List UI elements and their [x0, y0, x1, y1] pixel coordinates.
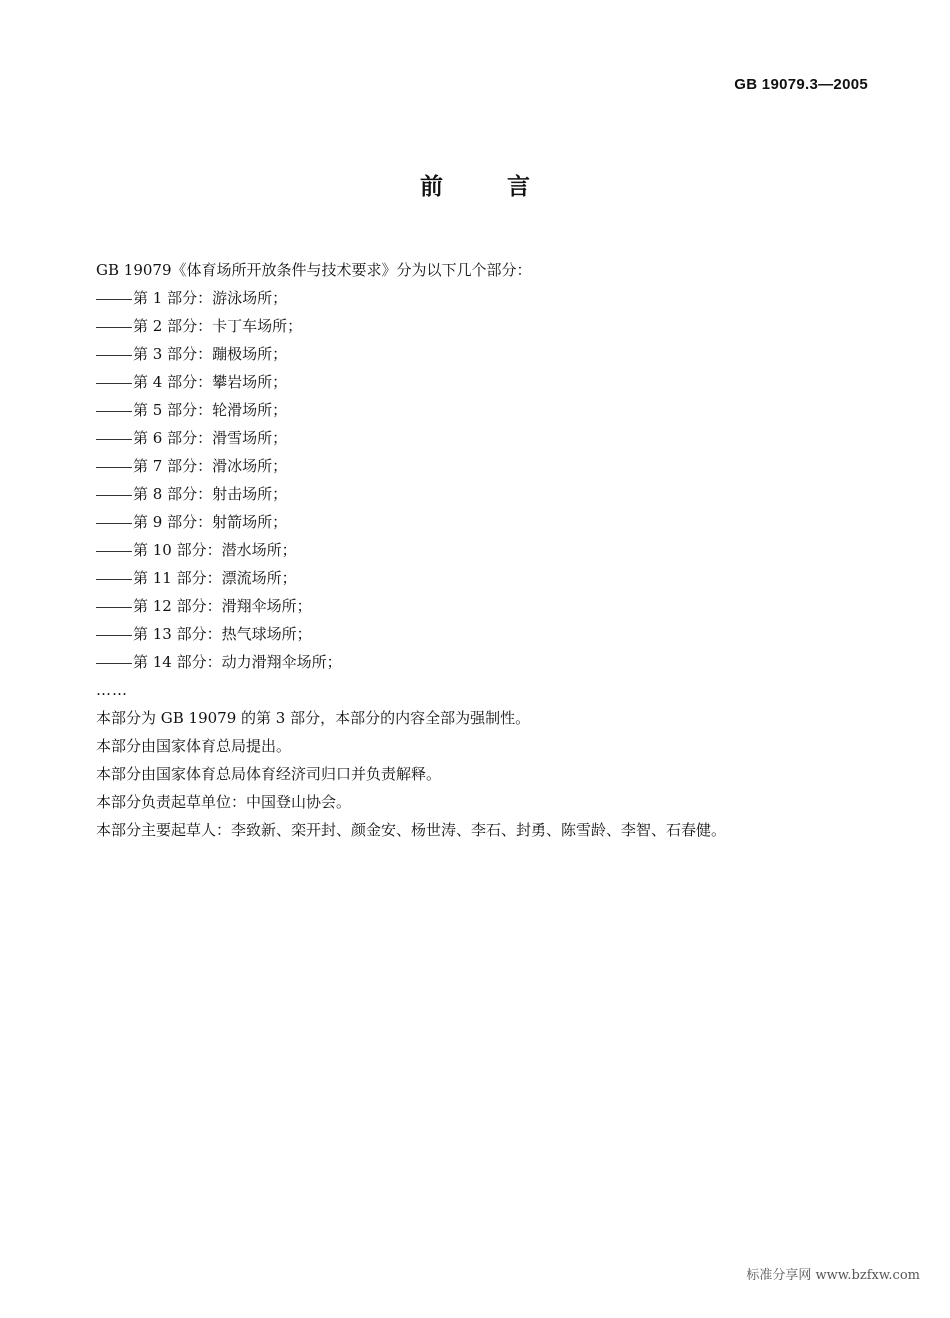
em-dash	[96, 551, 132, 552]
part-item	[96, 368, 856, 396]
part-label: 第 5 部分：轮滑场所；	[133, 401, 288, 419]
part-item	[96, 536, 856, 564]
part-label: 第 9 部分：射箭场所；	[133, 513, 288, 531]
part-item	[96, 284, 856, 312]
em-dash	[96, 635, 132, 636]
ellipsis: ……	[96, 681, 128, 699]
part-label: 第 3 部分：蹦极场所；	[133, 345, 288, 363]
em-dash	[96, 663, 132, 664]
standard-code: GB 19079.3—2005	[734, 76, 868, 93]
part-label: 第 10 部分：潜水场所；	[133, 541, 297, 559]
part-item	[96, 424, 856, 452]
em-dash	[96, 439, 132, 440]
parts-list	[96, 284, 856, 676]
part-item	[96, 452, 856, 480]
em-dash	[96, 467, 132, 468]
part-label: 第 14 部分：动力滑翔伞场所；	[133, 653, 342, 671]
part-item	[96, 340, 856, 368]
em-dash	[96, 355, 132, 356]
part-label: 第 4 部分：攀岩场所；	[133, 373, 288, 391]
part-item	[96, 508, 856, 536]
em-dash	[96, 579, 132, 580]
em-dash	[96, 495, 132, 496]
part-item	[96, 592, 856, 620]
part-item	[96, 564, 856, 592]
part-item	[96, 620, 856, 648]
em-dash	[96, 327, 132, 328]
statement-line: 本部分主要起草人：李致新、栾开封、颜金安、杨世涛、李石、封勇、陈雪龄、李智、石春健。	[96, 821, 727, 839]
part-label: 第 11 部分：漂流场所；	[133, 569, 297, 587]
em-dash	[96, 523, 132, 524]
part-item	[96, 396, 856, 424]
statements	[96, 704, 856, 844]
part-label: 第 1 部分：游泳场所；	[133, 289, 288, 307]
em-dash	[96, 383, 132, 384]
intro-line: GB 19079《体育场所开放条件与技术要求》分为以下几个部分：	[96, 261, 532, 279]
statement-line: 本部分由国家体育总局提出。	[96, 737, 292, 755]
em-dash	[96, 299, 132, 300]
part-item	[96, 312, 856, 340]
part-label: 第 7 部分：滑冰场所；	[133, 457, 288, 475]
statement-line: 本部分为 GB 19079 的第 3 部分，本部分的内容全部为强制性。	[96, 709, 531, 727]
part-item	[96, 480, 856, 508]
page-title: 前言	[420, 174, 594, 200]
foreword-body	[96, 256, 856, 844]
watermark-footer: 标准分享网 www.bzfxw.com	[746, 1268, 920, 1283]
part-label: 第 2 部分：卡丁车场所；	[133, 317, 303, 335]
part-label: 第 12 部分：滑翔伞场所；	[133, 597, 312, 615]
part-label: 第 6 部分：滑雪场所；	[133, 429, 288, 447]
statement-line: 本部分由国家体育总局体育经济司归口并负责解释。	[96, 765, 442, 783]
em-dash	[96, 607, 132, 608]
part-label: 第 13 部分：热气球场所；	[133, 625, 312, 643]
part-item	[96, 648, 856, 676]
statement-line: 本部分负责起草单位：中国登山协会。	[96, 793, 352, 811]
part-label: 第 8 部分：射击场所；	[133, 485, 288, 503]
em-dash	[96, 411, 132, 412]
